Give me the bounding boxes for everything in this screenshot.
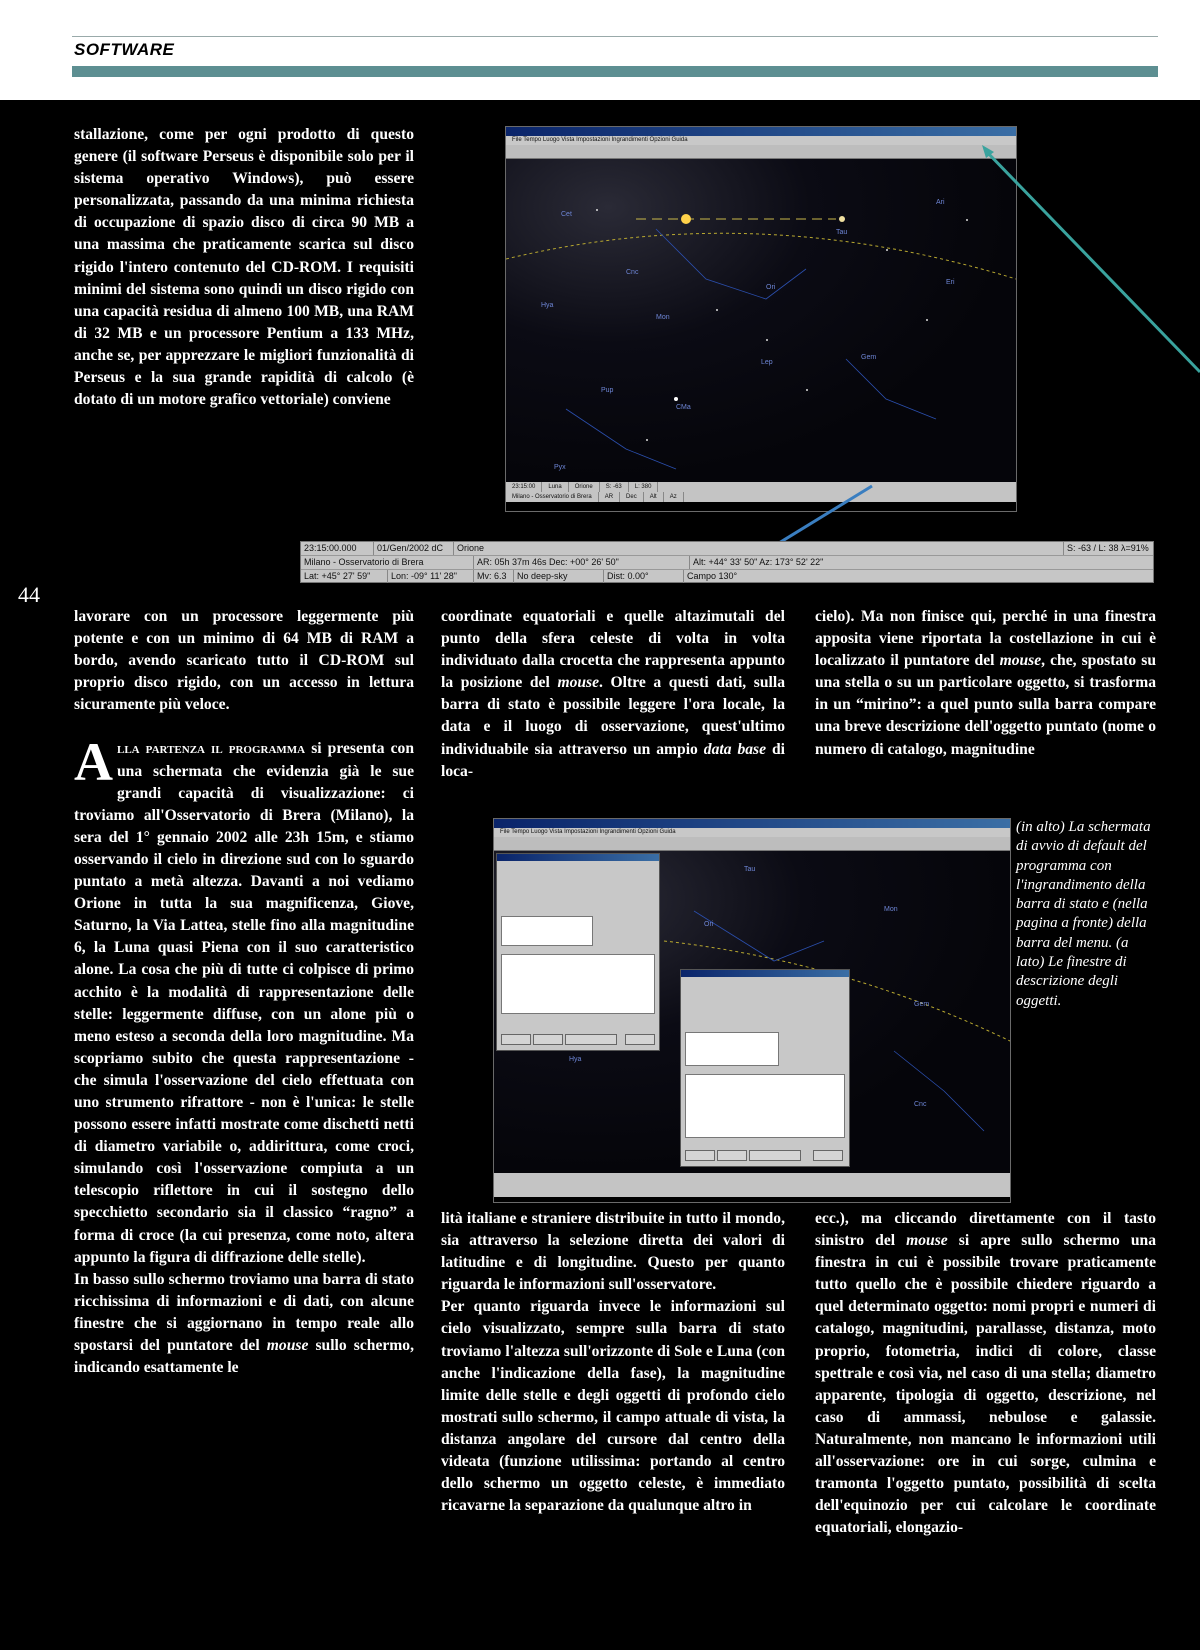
- paragraph: Per quanto riguarda invece le informazioni sul cielo visualizzato, sempre sulla barra di stato troviamo l'altezza sull'orizzonte di Sole e Luna (con anche l'indicazione della fase), la magnitudine limite delle stelle e degli oggetti di profondo cielo mostrati sullo schermo, il campo attuale di vista, la distanza angolare del cursore dal centro della videata (funzione utilissima: portando al centro dello schermo un oggetto celeste, è immediato ricavarne la separazione da qualunque altro in: [441, 1298, 785, 1515]
- constellation-label: CMa: [676, 404, 691, 411]
- window-status-bar-2: [494, 1185, 1010, 1197]
- constellation-label: Lep: [761, 359, 773, 366]
- constellation-label: Hya: [541, 302, 554, 309]
- paragraph: cielo). Ma non finisce qui, perché in una finestra apposita viene riportata la costellazione in cui è localizzato il puntatore del mouse, che, spostato su una stella o su un particolare oggetto, si trasforma in un “mirino”: a quel punto sulla barra compare una breve descrizione dell'oggetto puntato (nome o numero di catalogo, magnitudine: [815, 608, 1156, 758]
- constellation-label: Tau: [744, 866, 756, 873]
- window-titlebar: [494, 819, 1010, 828]
- constellation-label: Ari: [936, 199, 945, 206]
- window-toolbar: [494, 837, 1010, 851]
- callout-arrows: [0, 0, 1200, 600]
- column-3-top: [815, 606, 1156, 761]
- column-3-bottom: [815, 1208, 1156, 1539]
- constellation-label: Pup: [601, 387, 614, 394]
- paragraph: coordinate equatoriali e quelle altazimutali del punto della sfera celeste di volta in volta individuato dalla crocetta che rappresenta appunto la posizione del mouse. Oltre a questi dati, sulla barra di stato è possibile leggere l'ora locale, la data e il luogo di osservazione, quest'ultimo individuabile sia attraverso un ampio data base di loca-: [441, 608, 786, 780]
- status-row-1: 23:15:00.000 01/Gen/2002 dC Orione S: -63 / L: 38 λ=91%: [301, 542, 1153, 556]
- constellation-label: Pyx: [554, 464, 566, 471]
- constellation-label: Ori: [766, 284, 776, 291]
- sky-view: [494, 851, 1010, 1173]
- window-menu: File Tempo Luogo Vista Impostazioni Ingrandimenti Opzioni Guida: [494, 828, 1010, 837]
- constellation-label: Cnc: [914, 1101, 927, 1108]
- window-menu: File Tempo Luogo Vista Impostazioni Ingrandimenti Opzioni Guida: [506, 136, 1016, 145]
- column-2-bottom: [441, 1208, 785, 1517]
- object-info-dialog: [496, 853, 660, 1051]
- page-number: 44: [18, 582, 40, 607]
- paragraph: stallazione, come per ogni prodotto di questo genere (il software Perseus è disponibile solo per il sistema operativo Windows), può essere personalizzata, passando da una minima richiesta di occupazione di spazio disco di circa 90 MB a una massima che praticamente scarica sul disco rigido l'intero contenuto del CD-ROM. I requisiti minimi del sistema sono quindi un disco rigido con una capacità residua di almeno 100 MB, una RAM di 32 MB e un processore Pentium a 133 MHz, anche se, per apprezzare le migliori funzionalità di Perseus e la sua grande rapidità di calcolo (è dotato di un motore grafico vettoriale) conviene: [74, 126, 414, 409]
- drop-cap: A: [74, 732, 113, 793]
- screenshot-object-windows: [493, 818, 1011, 1203]
- paragraph: ecc.), ma cliccando direttamente con il tasto sinistro del mouse si apre sullo schermo una finestra in cui è possibile trovare praticamente tutto quello che è possibile chiedere riguardo a quel determinato oggetto: nomi propri e numeri di catalogo, magnitudini, parallasse, distanza, moto proprio, fotometria, indici di colore, classe spettrale e così via, nel caso di una stella; diametro apparente, tipologia di oggetto, descrizione, nel caso di ammassi, nebulose e galassie. Naturalmente, non mancano le informazioni utili all'osservazione: ore in cui sorge, culmina e tramonta l'oggetto puntato, possibilità di scelta dell'equinozio per cui calcolare le coordinate equatoriali, elongazio-: [815, 1210, 1157, 1537]
- constellation-label: Cet: [561, 211, 572, 218]
- paragraph: In basso sullo schermo troviamo una barra di stato ricchissima di informazioni e di dati, con alcune finestre che si aggiornano in tempo reale allo spostarsi del puntatore del mouse sullo schermo, indicando esattamente le: [74, 1270, 414, 1377]
- window-status-bar: [494, 1173, 1010, 1185]
- window-status-bar-2: Milano - Osservatorio di Brera AR Dec Alt Az: [506, 492, 1016, 502]
- figure-caption: (in alto) La schermata di avvio di default del programma con l'ingrandimento della barra di stato e (nella pagina a fronte) della barra del menu. (a lato) Le finestre di descrizione degli oggetti.: [1016, 819, 1151, 1009]
- constellation-label: Gem: [861, 354, 877, 361]
- section-title: SOFTWARE: [74, 40, 175, 59]
- constellation-label: Cnc: [626, 269, 639, 276]
- status-bar-zoom: [300, 541, 1154, 583]
- lead-in-smallcaps: lla partenza il programma: [117, 740, 306, 758]
- constellation-label: Gem: [914, 1001, 930, 1008]
- constellation-label: Tau: [836, 229, 848, 236]
- paragraph: lavorare con un processore leggermente più potente e con un minimo di 64 MB di RAM a bordo, avendo scaricato tutto il CD-ROM sul proprio disco rigido, con un accesso in lettura sicuramente più veloce.: [74, 608, 414, 714]
- status-row-3: Lat: +45° 27' 59" Lon: -09° 11' 28" Mv: 6.3 No deep-sky Dist: 0.00° Campo 130°: [304, 571, 738, 581]
- status-row-2: Milano - Osservatorio di Brera AR: 05h 37m 46s Dec: +00° 26' 50" Alt: +44° 33' 50" Az: 173° 52' 22": [301, 556, 1153, 570]
- constellation-label: Ori: [704, 921, 714, 928]
- paragraph: Alla partenza il programma si presenta con una schermata che evidenzia già le sue grandi capacità di visualizzazione: ci troviamo all'Osservatorio di Brera (Milano), la sera del 1° gennaio 2002 alle 23h 15m, e stiamo osservando il cielo in direzione sud con lo sguardo puntato a metà altezza. Davanti a noi vediamo Orione in tutta la sua magnificenza, Giove, Saturno, la Via Lattea, stelle fino alla magnitudine 6, la Luna quasi Piena con il suo caratteristico alone. La cosa che più di tutte ci colpisce di primo acchito è la modalità di rappresentazione delle stelle: leggermente diffuse, con un alone più o meno esteso a seconda della loro magnitudine. Ma scopriamo subito che questa rappresentazione - che simula l'osservazione del cielo effettuata con uno strumento rifrattore - non è l'unica: le stelle possono essere infatti mostrate come dischetti netti di diametro variabile o, addirittura, come croci, simulando così l'osservazione compiuta a un telescopio riflettore in cui il sostegno dello specchietto secondario sia il classico “ragno” a forma di croce (la cui presenza, come noto, altera appunto la figura di diffrazione delle stelle).: [74, 732, 414, 1266]
- constellation-label: Mon: [656, 314, 670, 321]
- paragraph: lità italiane e straniere distribuite in tutto il mondo, sia attraverso la selezione diretta dei valori di latitudine e di longitudine. Questo per quanto riguarda le informazioni sull'osservatore.: [441, 1210, 785, 1294]
- column-1-bottom: [74, 606, 414, 1379]
- window-status-bar: 23:15:00 Luna Orione S: -63 L: 380: [506, 482, 1016, 492]
- column-2-top: [441, 606, 785, 783]
- constellation-label: Eri: [946, 279, 955, 286]
- object-info-dialog-2: [680, 969, 850, 1167]
- constellation-label: Mon: [884, 906, 898, 913]
- constellation-label: Hya: [569, 1056, 582, 1063]
